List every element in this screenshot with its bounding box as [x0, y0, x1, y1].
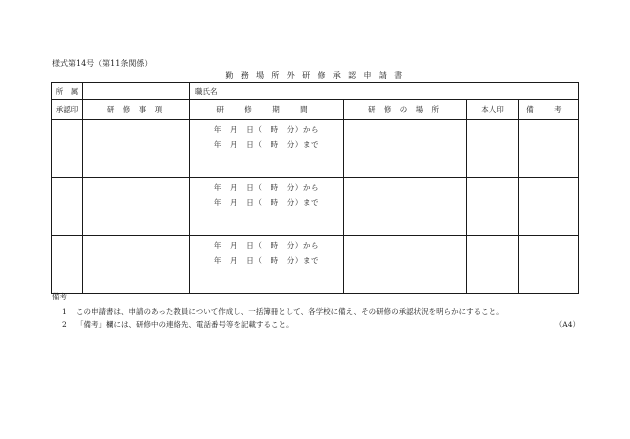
personal-seal-cell[interactable]	[467, 178, 519, 236]
notes-section	[52, 291, 580, 331]
affiliation-row	[52, 83, 579, 100]
training-period-header: 研 修 期 間	[190, 100, 344, 120]
entry-row	[52, 120, 579, 178]
training-item-header: 研 修 事 項	[83, 100, 190, 120]
period-to-text: 年 月 日（ 時 分）まで	[213, 198, 320, 207]
affiliation-label: 所 属	[52, 83, 83, 100]
approval-seal-cell[interactable]	[52, 236, 83, 294]
training-period-cell[interactable]	[190, 236, 344, 294]
staff-name-field[interactable]	[190, 83, 579, 100]
paper-size-label: （A4）	[554, 320, 580, 329]
note-item	[52, 318, 580, 331]
training-item-cell[interactable]	[83, 178, 190, 236]
affiliation-field[interactable]	[83, 83, 190, 100]
note-number: 2	[62, 320, 67, 329]
training-place-cell[interactable]	[344, 236, 467, 294]
note-number: 1	[62, 307, 67, 316]
training-place-cell[interactable]	[344, 120, 467, 178]
notes-heading: 備考	[52, 292, 67, 301]
entry-row	[52, 236, 579, 294]
application-table	[51, 82, 579, 294]
note-item	[52, 305, 580, 318]
approval-seal-cell[interactable]	[52, 120, 83, 178]
personal-seal-header: 本人印	[467, 100, 519, 120]
entry-row	[52, 178, 579, 236]
remarks-header: 備 考	[519, 100, 579, 120]
training-place-header: 研 修 の 場 所	[344, 100, 467, 120]
header-row	[52, 100, 579, 120]
period-to-text: 年 月 日（ 時 分）まで	[213, 256, 320, 265]
training-period-cell[interactable]	[190, 178, 344, 236]
approval-seal-header: 承認印	[52, 100, 83, 120]
approval-seal-cell[interactable]	[52, 178, 83, 236]
remarks-cell[interactable]	[519, 120, 579, 178]
personal-seal-cell[interactable]	[467, 236, 519, 294]
training-period-cell[interactable]	[190, 120, 344, 178]
training-item-cell[interactable]	[83, 120, 190, 178]
note-text: 「備考」欄には、研修中の連絡先、電話番号等を記載すること。	[76, 320, 294, 329]
period-from-text: 年 月 日（ 時 分）から	[213, 183, 320, 192]
personal-seal-cell[interactable]	[467, 120, 519, 178]
form-number: 様式第14号（第11条関係）	[52, 59, 153, 68]
remarks-cell[interactable]	[519, 178, 579, 236]
period-from-text: 年 月 日（ 時 分）から	[213, 125, 320, 134]
staff-name-label: 職氏名	[195, 86, 218, 96]
form-title: 勤 務 場 所 外 研 修 承 認 申 請 書	[225, 71, 405, 80]
training-place-cell[interactable]	[344, 178, 467, 236]
period-from-text: 年 月 日（ 時 分）から	[213, 241, 320, 250]
training-item-cell[interactable]	[83, 236, 190, 294]
period-to-text: 年 月 日（ 時 分）まで	[213, 140, 320, 149]
note-text: この申請書は、申請のあった教員について作成し、一括簿冊として、各学校に備え、その研修の承認状況を明らかにすること。	[76, 307, 504, 316]
remarks-cell[interactable]	[519, 236, 579, 294]
